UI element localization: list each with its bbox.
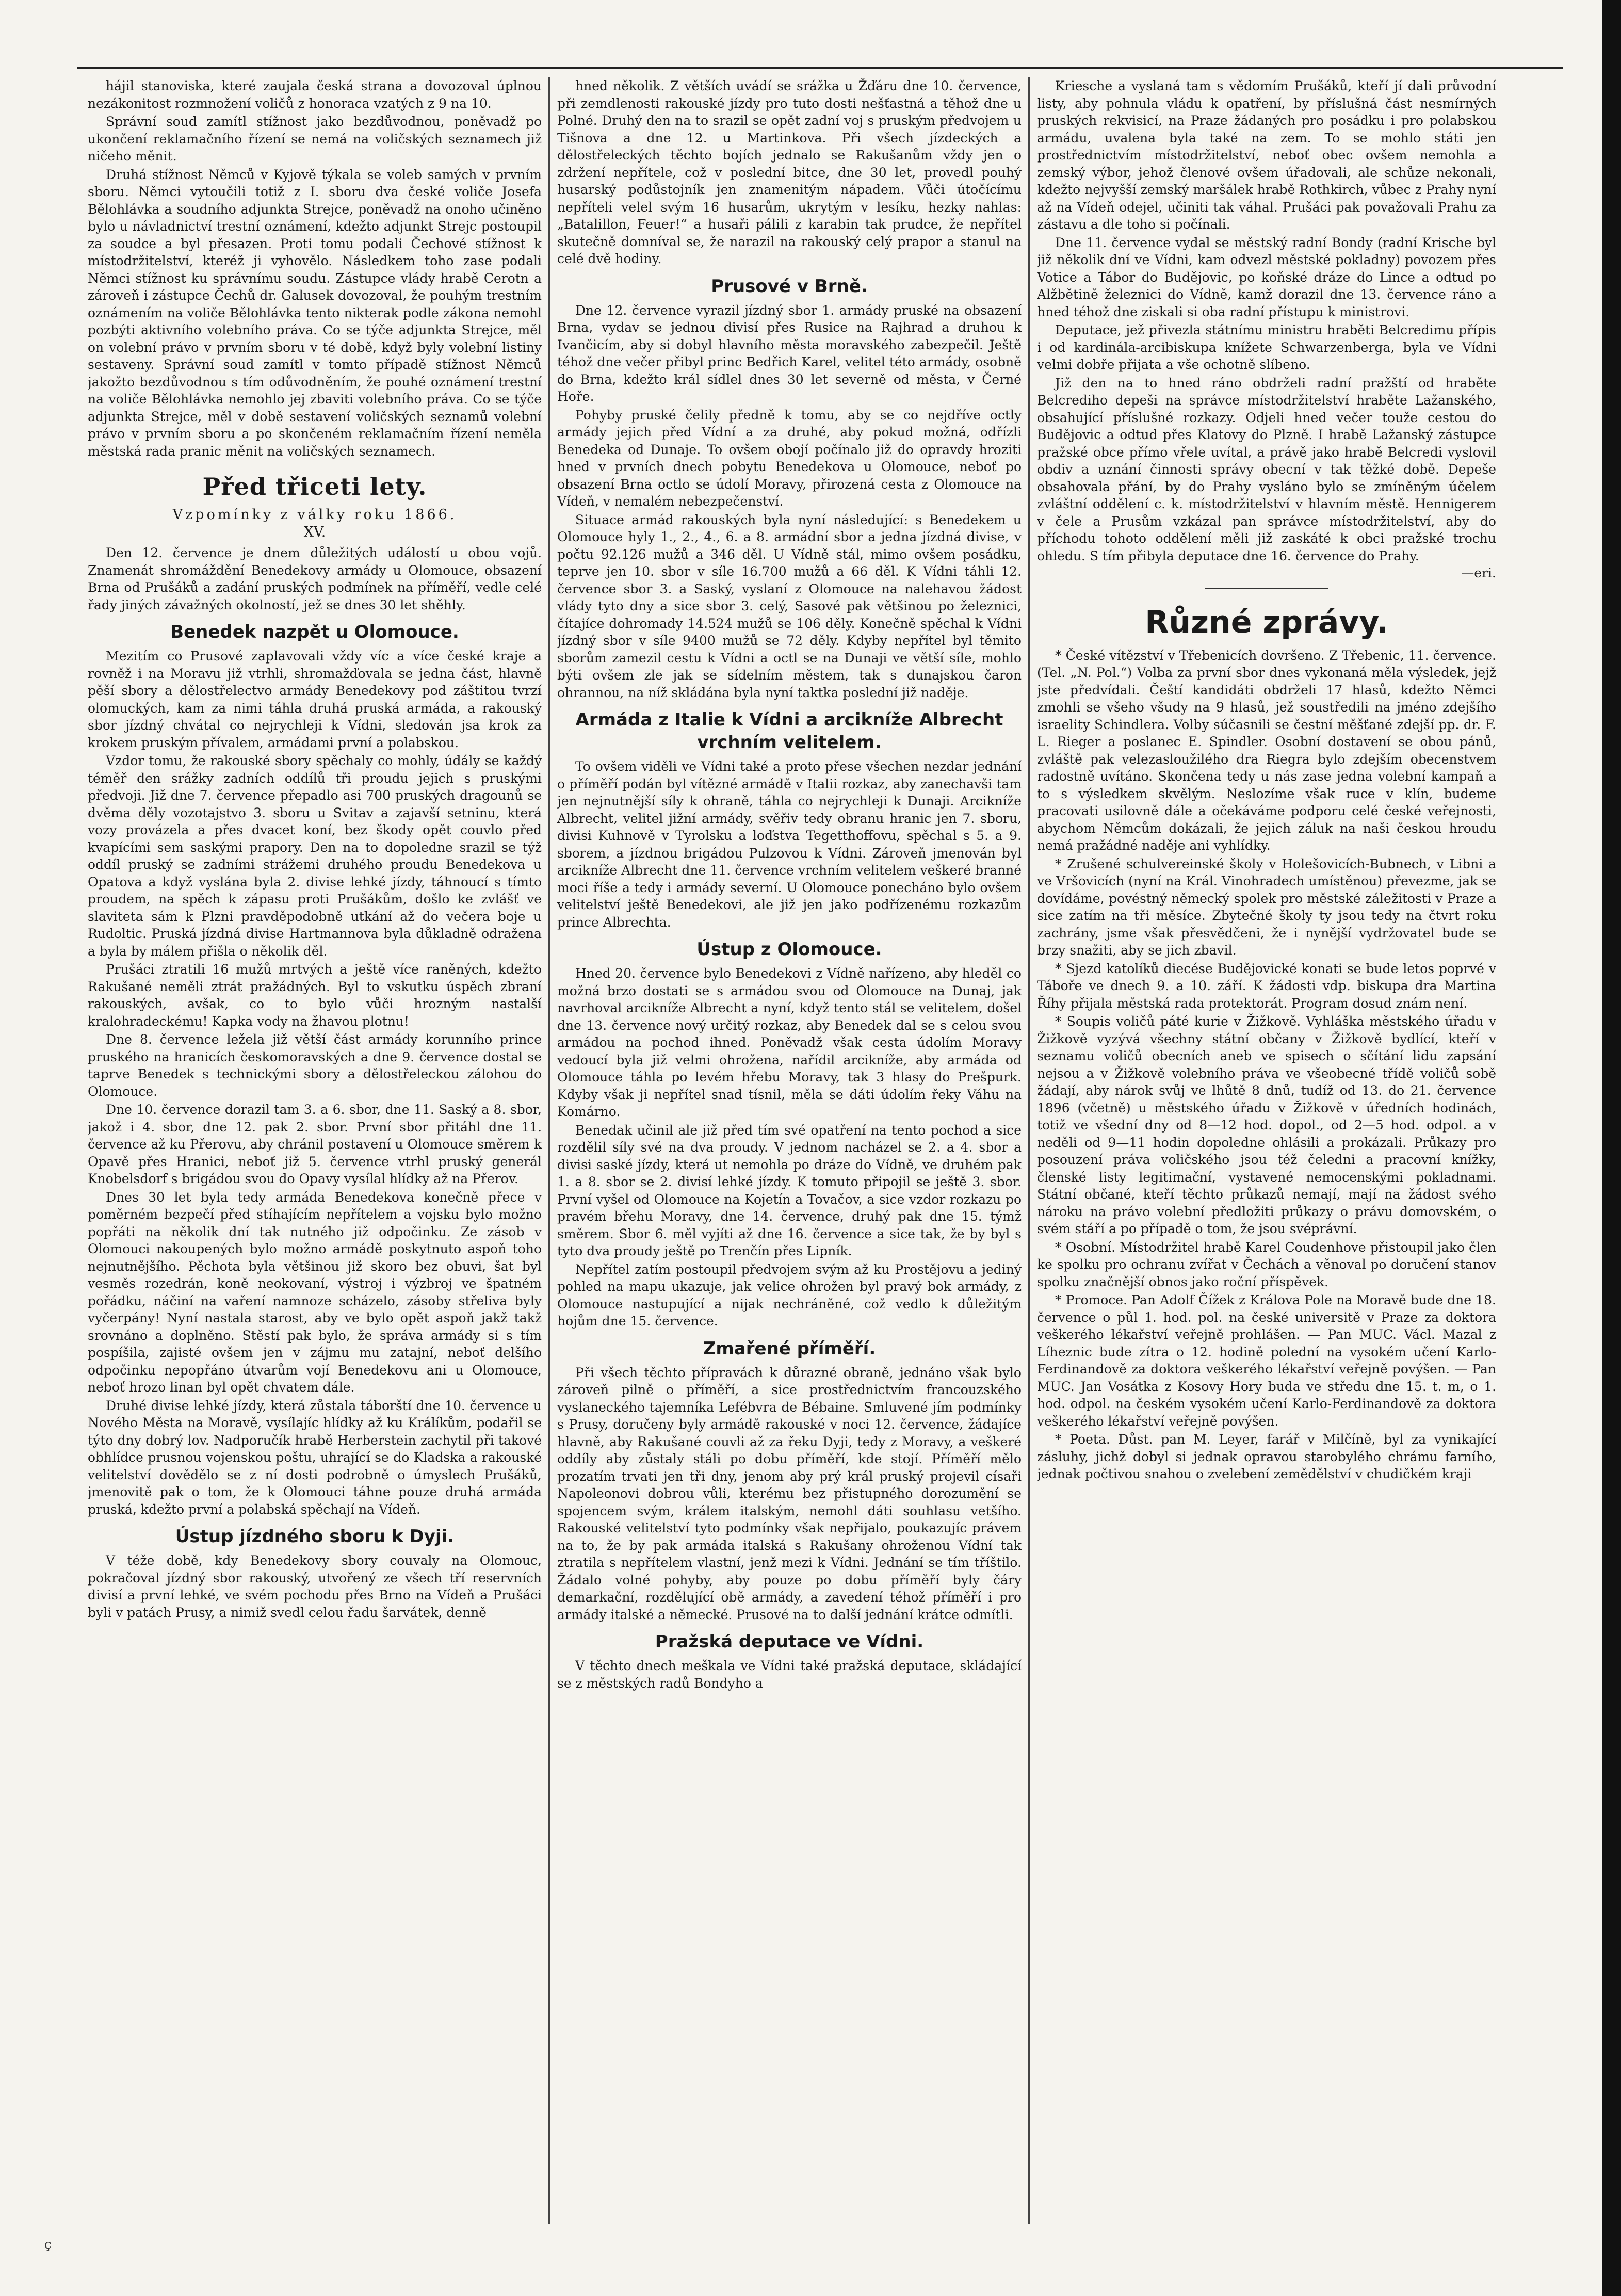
page-mark: ç [44, 2237, 52, 2252]
column-3 [1037, 77, 1496, 2224]
paragraph: Pohyby pruské čelily předně k tomu, aby se co nejdříve octly armády jejich před Vídní a za druhé, aby pokud možná, odřízli Benedeka od Dunaje. To ovšem obojí počínalo již do opravdy hroziti hned v prvních dnech pobytu Benedekova u Olomouce, neboť po obsazení Brna octlo se údolí Moravy, přirozená cesta z Olomouce na Vídeň, v nemalém nebezpečenství. [557, 407, 1022, 509]
heading-cavalry-retreat: Ústup jízdného sboru k Dyji. [175, 1526, 455, 1547]
paragraph: Dne 10. července dorazil tam 3. a 6. sbor, dne 11. Saský a 8. sbor, jakož i 4. sbor, dne 12. pak 2. sbor. První sbor přitáhl dne 11. července až ku Přerovu, aby chránil postavení u Olomouce směrem k Opavě přes Hranici, neboť již 5. července vtrhl pruský generál Knobelsdorf s brigádou svou do Opavy vysílal hlídky až na Přerov. [88, 1102, 542, 1186]
heading-prussians-brno: Prusové v Brně. [711, 276, 868, 297]
heading-retreat-olomouc: Ústup z Olomouce. [696, 939, 882, 960]
paragraph: Při všech těchto přípravách k důrazné obraně, jednáno však bylo zároveň pilně o příměří, a sice prostřednictvím francouzského vyslaneckého tajemníka Lefébvra de Bébaine. Smluvené jím podmínky s Prusy, doručeny byly armádě rakouské v noci 12. července, žádajíce hlavně, aby Rakušané couvli až za řeku Dyji, tedy z Moravy, a veškeré oddíly aby zůstaly stáli po dobu příměří, kde stojí. Příměří mělo prozatím trvati jen tři dny, jenom aby prý král pruský projevil císaři Napoleonovi dobrou vůli, kterému bez přistupného dorozumění se spojencem svým, králem italským, nemohl dáti souhlasu vetšího. Rakouské velitelství tyto podmínky však nepřijalo, poukazujíc právem na to, že by pak armáda italská s Rakušany ohroženou Vídní tak ztratila s nepřítelem vlastní, jenž mezi k Vídni. Jednání se tím tříštilo. Žádalo volné pohyby, aby pouze po dobu příměří byly čáry demarkační, rozdělující obě armády, a zavedení téhož příměří i pro armády italské a německé. Prusové na to další jednání krátce odmítli. [557, 1365, 1022, 1622]
heading-various-news: Různé zprávy. [1145, 604, 1388, 640]
heading-army-albrecht: Armáda z Italie k Vídni a arcikníže Albrecht vrchním velitelem. [575, 709, 1003, 753]
paragraph: Dne 8. července ležela již větší část armády korunního prince pruského na hranicích českomoravských a dne 9. července dostal se taprve Benedek s technickými sbory a dělostřeleckou zálohou do Olomouce. [88, 1032, 542, 1099]
paragraph: Hned 20. července bylo Benedekovi z Vídně nařízeno, aby hleděl co možná brzo dostati se s armádou svou od Olomouce na Dunaj, jak navrhoval arcikníže Albrecht a nyní, když tento stál se velitelem, došel dne 13. července nový určitý rozkaz, aby Benedek dal se s celou svou armádou na pochod ihned. Poněvadž však cesta údolím Moravy vedoucí byla již velmi ohrožena, nařídil arcikníže, aby armáda od Olomouce táhla po levém hřebu Moravy, tak 3 hlasy do Prešpurk. Kdyby však ji nepřítel snad tísnil, měla se dáti údolím řeky Váhu na Komárno. [557, 966, 1022, 1119]
author-signature: —eri. [1461, 565, 1496, 580]
news-item: * Zrušené schulvereinské školy v Holešovicích-Bubnech, v Libni a ve Vršovicích (nyní na Král. Vinohradech umístěnou) převezme, jak se dovídáme, povéstný německý spolek pro městské záležitosti v Praze a sice zatím na tři měsíce. Zbytečné školy ty jsou tedy na čtvrt roku zachrány, jsme však přesvědčeni, že i nynější vydržovatel bude se brzy snažiti, aby se jich zbavil. [1037, 856, 1496, 958]
paragraph: Nepřítel zatím postoupil předvojem svým až ku Prostějovu a jediný pohled na mapu ukazuje, jak velice ohrožen byl pravý bok armády, z Olomouce nastupující a nijak nechráněné, což vedlo k důležitým hojům dne 15. července. [557, 1262, 1022, 1329]
heading-history-part: XV. [303, 524, 326, 540]
section-divider [1205, 588, 1328, 589]
paragraph: Prušáci ztratili 16 mužů mrtvých a ještě více raněných, kdežto Rakušané neměli ztrát pražádných. Byl to vskutku úspěch zbraní rakouských, avšak, co to bylo vůči hrozným nastalší kralohradeckému! Kapka vody na žhavou plotnu! [88, 962, 542, 1029]
news-item: * Poeta. Důst. pan M. Leyer, farář v Milčíně, byl za vynikající zásluhy, jichž dobyl si jednak opravou starobylého chrámu farního, jednak počtivou snahou o zvelebení zemědělství v chudičkém kraji [1037, 1432, 1496, 1481]
paragraph: V téže době, kdy Benedekovy sbory couvaly na Olomouc, pokračoval jízdný sbor rakouský, utvořený ze všech tří reservních divisí a první lehké, ve svém pochodu přes Brno na Vídeň a Prušáci byli v patách Prusy, a nimiž svedl celou řadu šarvátek, denně [88, 1553, 542, 1620]
paragraph: Druhá stížnost Němců v Kyjově týkala se voleb samých v prvním sboru. Němci vytoučili totiž z I. sboru dva české voliče Josefa Bělohlávka a soudního adjunkta Strejce, poněvadž na onoho učiněno bylo u návladnictví trestní oznámení, kdežto adjunkt Strejc postoupil za soudce a byl přesazen. Proti tomu podali Čechové stížnost k místodržitelství, kteréž ji vyhovělo. Následkem toho zase podali Němci stížnost ku správnímu soudu. Zástupce vlády hrabě Cerotn a zároveň i zástupce Čechů dr. Galusek dovozoval, že pouhým trestním oznámením na voliče Bělohlávka tento nikterak podle zákona nemohl pozbýti aktivního volebního práva. Co se týče adjunkta Strejce, měl on volební právo v prvním sboru v té době, když byly volební listiny sestaveny. Správní soud zamítl v tomto případě stížnost Němců jakožto bezdůvodnou s tím odůvodněním, že pouhé oznámení trestní na voliče Bělohlávka nemohlo jej zbaviti volebního práva. Co se týče adjunkta Strejce, měl v době sestavení voličských seznamů volební právo v prvním sboru a po skončeném reklamačním řízení neměla městská rada pranic měnit na voličských seznamech. [88, 167, 542, 459]
paragraph: Správní soud zamítl stížnost jako bezdůvodnou, poněvadž po ukončení reklamačního řízení se nemá na voličských seznamech již ničeho měnit. [88, 114, 542, 164]
paragraph: Dne 11. července vydal se městský radní Bondy (radní Krische byl již několik dní ve Vídni, kam odvezl městské pokladny) povozem přes Votice a Tábor do Budějovic, po koňské dráze do Lince a odtud po Alžbětině železnici do Vídně, kamž dorazil dne 13. července ráno a hned téhož dne ziskali si oba radní přístupu k ministrovi. [1037, 235, 1496, 319]
news-item: * Promoce. Pan Adolf Čížek z Králova Pole na Moravě bude dne 18. července o půl 1. hod. pol. na české universitě v Praze za doktora veškerého lékařství veřejně prohlášen. — Pan MUC. Václ. Mazal z Líheznic bude zítra o 12. hodině polední na vysokém učení Karlo-Ferdinandově za doktora veškerého lékařství veřejně povýšen. — Pan MUC. Jan Vosátka z Kosovy Hory buda ve středu dne 15. t. m, o 1. hod. odpol. na českém vysokém učení Karlo-Ferdinandově za doktora veškerého lékařství veřejně povýšen. [1037, 1292, 1496, 1429]
news-item: * České vítězství v Třebenicích dovršeno. Z Třebenic, 11. července. (Tel. „N. Pol.“) Volba za první sbor dnes vykonaná měla výsledek, jejž jste předvídali. Čeští kandidáti obdrželi 17 hlasů, kdežto Němci zmohli se všeho všudy na 9 hlasů, jež soustředili na jméno zdejšího israelity Schindlera. Volby súčasnili se čestní měšťané zdejší pp. dr. F. L. Rieger a poslanec E. Spindler. Osobní dostavení se obou pánů, zvláště pak velezasloužilého dra Riegra bylo zdejším obecenstvem radostně uvítáno. Skončena tedy u nás zase jedna volební kampaň a to s výsledkem skvělým. Neslozíme však ruce v klín, budeme pracovati usilovně dále a očekáváme podporu celé české veřejnosti, abychom Němcům dokázali, že jejich záluk na naši českou hroudu nemá pražádné naděje ani vyhlídky. [1037, 648, 1496, 853]
heading-benedek-back: Benedek nazpět u Olomouce. [170, 622, 459, 642]
column-divider-2 [1028, 77, 1030, 2224]
news-item: * Soupis voličů páté kurie v Žižkově. Vyhláška městského úřadu v Žižkově vyzývá všechny státní občany v Žižkově bydlící, kteří v seznamu voličů obecních aneb ve spisech o sčítání lidu zapsání nejsou a v Žižkově volebního práva ve všeobecné třídě voličů sobě žádají, aby nárok svůj ve lhůtě 8 dnů, tudíž od 13. do 21. července 1896 (včetně) u městského úřadu v Žižkově v úředních hodinách, totiž ve všední dny od 8—12 hod. dopol., od 2—5 hod. odpol. a v neděli od 9—11 hodin dopoledne ohlásili a prokázali. Průkazy pro posouzení práva voličského jsou též čeledni a pracovní knížky, členské listy legitimační, vystavené nemocenskými pokladnami. Státní občané, kteří těchto průkazů nemají, mají na žádost svého nároku na právo volební předložiti průkazy o právu domovském, o svém stáří a po případě o tom, že jsou svéprávní. [1037, 1014, 1496, 1236]
top-rule [77, 67, 1563, 69]
paragraph: V těchto dnech meškala ve Vídni také pražská deputace, skládající se z městských radů Bondyho a [557, 1658, 1022, 1691]
paragraph: Benedak učinil ale již před tím své opatření na tento pochod a sice rozdělil síly své na dva proudy. V jednom nacházel se 2. a 4. sbor a divisi saské jízdy, která ut nemohla po dráze do Vídně, ve druhém pak 1. a 8. sbor se 2. divisí lehké jízdy. K tomuto připojil se ještě 3. sbor. První vyšel od Olomouce na Kojetín a Tovačov, a sice vzdor rozkazu po pravém břehu Moravy, dne 14. července, druhý pak dne 15. týmž směrem. Sbor 6. měl vyjíti až dne 16. července a sice tak, že by byl s tyto dva proudy ještě po Trenčín přes Lipník. [557, 1122, 1022, 1258]
news-item: * Sjezd katolíků diecése Budějovické konati se bude letos poprvé v Táboře ve dnech 9. a 10. září. K žádosti vdp. biskupa dra Martina Říhy přijala městská rada protektorát. Program dosud znám není. [1037, 961, 1496, 1011]
paragraph: hájil stanoviska, které zaujala česká strana a dovozoval úplnou nezákonitost rozmnožení voličů z honoraca vzatých z 9 na 10. [88, 78, 542, 111]
paragraph: Již den na to hned ráno obdrželi radní pražští od hraběte Belcrediho depeši na správce místodržitelství hraběte Lažanského, obsahující příslušné rozkazy. Odjeli hned večer touže cestou do Budějovic a odtud přes Klatovy do Plzně. I hrabě Lažanský zástupce pražské obce přímo vřele uvítal, a právě jako hrabě Belcredi vyslovil obdiv a uznání činnosti správy obecní v tak těžké době. Depeše obsahovala přání, by do Prahy vysláno bylo se zmíněným účelem zvláštní oddělení c. k. místodržitelství v hlavním městě. Hennigerem v čele a Prusům vzkázal pan správce místodržitelství, aby do příchodu tohoto oddělení měli již zaskáté k obci pražské trochu ohledu. S tím přibyla deputace dne 16. července do Prahy. [1037, 375, 1496, 563]
paragraph: To ovšem viděli ve Vídni také a proto přese všechen nezdar jednání o příměří podán byl vítězné armádě v Italii rozkaz, aby zanechavši tam jen nejnutnější síly k ohraně, táhla co nejrychleji k Dunaji. Arcikníže Albrecht, velitel jižní armády, svěřiv tedy obranu hranic jen 7. sboru, divisi Kuhnově v Tyrolsku a loďstva Tegetthoffovu, spěchal s 5. a 9. sborem, a jízdnou brigádou Pulzovou k Vídni. Zároveň jmenován byl arcikníže Albrecht dne 11. července vrchním velitelem veškeré branné moci říše a tedy i armády severní. U Olomouce ponecháno bylo ovšem velitelství ještě Benedekovi, ale již jen jako podřízenému rozkazům prince Albrechta. [557, 759, 1022, 930]
paragraph: Kriesche a vyslaná tam s vědomím Prušáků, kteří jí dali průvodní listy, aby pohnula vládu k opatření, by příslušná část nesmírných pruských rekvisicí, na Praze žádaných pro posádku i pro polabskou armádu, uvalena byla také na zem. To se mohlo státi jen prostřednictvím místodržitelství, neboť obec ovšem nemohla a zemský výbor, jehož členové ovšem úřadovali, ale schůze nekonali, kdežto nejvyšší zemský maršálek hrabě Rothkirch, vůbec z Prahy nyní až na Vídeň odejel, učiniti tak váhal. Prušáci pak považovali Prahu za zástavu a dle toho si počínali. [1037, 78, 1496, 232]
paragraph: Deputace, jež přivezla státnímu ministru hraběti Belcredimu přípis i od kardinála-arcibiskupa knížete Schwarzenberga, byla ve Vídni velmi dobře přijata a vše ochotně slíbeno. [1037, 322, 1496, 372]
heading-prague-deputation: Pražská deputace ve Vídni. [655, 1631, 924, 1652]
paragraph: Situace armád rakouských byla nyní následující: s Benedekem u Olomouce hyly 1., 2., 4., 6. a 8. armádní sbor a jedna jízdná divise, v počtu 92.126 mužů a 346 děl. U Vídně stál, mimo ovšem posádku, teprve jen 10. sbor v síle 16.700 mužů a 66 děl. K Vídni táhli 12. července sbor 3. a Saský, vyslaní z Olomouce na nalehavou žádost vlády tyto dny a sice sbor 3. celý, Sasové pak většinou po železnici, čítajíce dohromady 14.524 mužů se 106 děly. Konečně spěchal k Vídni jízdný sbor v síle 9400 mužů se 72 děly. Kdyby nepřítel byl těmito sborům zamezil cestu k Vídni a octl se na Dunaji ve větší síle, mohlo býti ovšem zle jak se sídelním městem, tak s dunajskou čaron ohrannou, na níž skládána byla nyní taktka poslední již naděje. [557, 512, 1022, 700]
paragraph: Mezitím co Prusové zaplavovali vždy víc a více české kraje a rovněž i na Moravu již vtrhli, shromažďovala se jedna část, hlavně pěší sbory a dělostřelectvo armády Benedekovy pod záštitou tvrzí olomuckých, kam za nimi táhla druhá pruská armáda, a rakouský sbor jízdný chvátal co nejrychleji k Vídni, sledován jsa krok za krokem pruským přívalem, armádami první a polabskou. [88, 649, 542, 750]
paragraph: Dnes 30 let byla tedy armáda Benedekova konečně přece v poměrném bezpečí před stíhajícím nepřítelem a vojsku bylo možno popřáti na několik dní tak nutného již odpočinku. Ze zásob v Olomouci nakoupených bylo možno armádě poskytnuto aspoň toho nejnutnějšího. Pěchota byla většinou již skoro bez obuvi, šat byl vesměs rozedrán, koně neokovaní, výstroj i výzbroj ve špatném pořádku, náčiní na vaření namnoze scházelo, zásoby střeliva byly vyčerpány! Nyní nastala starost, aby ve bylo opět aspoň jakž takž srovnáno a doplněno. Stěstí pak bylo, že správa armády si s tím pospíšila, zajisté ovšem jen v zájmu mu zatajní, neboť delšího odpočinku nepopřáno útvarům vojí Benedekovu ani u Olomouce, neboť hrozo linan byl opět chvatem dále. [88, 1189, 542, 1395]
news-item: * Osobní. Místodržitel hrabě Karel Coudenhove přistoupil jako člen ke spolku pro ochranu zvířat v Čechách a věnoval po doručení stanov spolku značnější obnos jako roční příspěvek. [1037, 1239, 1496, 1289]
scan-edge [1602, 0, 1621, 2296]
paragraph: Vzdor tomu, že rakouské sbory spěchaly co mohly, údály se každý téměř den srážky zadních oddílů tři proudu jejich s pruskými předvoji. Již dne 7. července přepadlo asi 700 pruských dragounů se dvěma děly vozotajstvo 3. sboru u Svitav a zajavší setninu, která vozy provázela a přes dvacet koní, bez škody opět couvlo před kvapícími sem saskými prapory. Den na to dopoledne srazil se týž oddíl pruský se zadními strážemi druhého proudu Benedekova u Opatova a když vyslána byla 2. divise lehké jízdy, táhnoucí s tímto proudem, na spěch k zápasu proti Prušákům, došlo ke zvlášť ve slaviteta sám k Plzni pravděpodobně utkání až do večera boje u Rudoltic. Pruská jízdná divise Hartmannova byla důkladně odražena a byla by málem přišla o několik děl. [88, 753, 542, 959]
paragraph: Druhé divise lehké jízdy, která zůstala táborští dne 10. července u Nového Města na Moravě, vysílajíc hlídky až ku Králíkům, podařil se týto dny dobrý lov. Nadporučík hrabě Herberstein zachytil při takové obhlídce prusnou vojenskou poštu, uhrající se do Kladska a rakouské velitelství dovědělo se z ní dosti podrobně o úmyslech Prušáků, jmenovitě pak o tom, že k Olomouci táhne pouze druhá armáda pruská, kdežto první a polabská spěchají na Vídeň. [88, 1398, 542, 1517]
paragraph: Dne 12. července vyrazil jízdný sbor 1. armády pruské na obsazení Brna, vydav se jednou divisí přes Rusice na Rajhrad a druhou k Ivančicím, aby si dobyl hlavního města moravského zabezpečil. Ještě téhož dne večer přibyl princ Bedřich Karel, velitel této armády, osobně do Brna, kdežto král sídlel dnes 30 let severně od města, v Černé Hoře. [557, 302, 1022, 404]
heading-history-subtitle: Vzpomínky z války roku 1866. [172, 507, 457, 523]
column-1 [88, 77, 542, 2224]
heading-thwarted-truce: Zmařené příměří. [703, 1338, 876, 1359]
paragraph: hned několik. Z větších uvádí se srážka u Žďáru dne 10. července, při zemdlenosti rakouské jízdy pro tuto dosti nešťastná a těhož dne u Polné. Druhý den na to srazil se opět zadní voj s pruským předvojem u Tišnova a dne 12. u Martinkova. Při všech jízdeckých a dělostřeleckých těchto bojích jednalo se Rakušanům vždy jen o zdržení nepřítele, což v poslední bitce, dne 30 let, provedl pouhý husarský podůstojník jen znamenitým nápadem. Vůči útočícímu nepříteli velel svým 16 husarům, ukrytým v lesíku, hezky nahlas: „Batalillon, Feuer!“ a husaři pálili z karabin tak prudce, že nepřítel skutečně domníval se, že narazil na rakouský celý prapor a stanul na celé dvě hodiny. [557, 78, 1022, 266]
column-divider-1 [548, 77, 550, 2224]
column-2 [557, 77, 1022, 2224]
col1-top-text [88, 77, 542, 460]
paragraph: Den 12. července je dnem důležitých událostí u obou vojů. Znamenát shromáždění Benedekovy armády u Olomouce, obsazení Brna od Prušáků a zadání pruských podmínek na příměří, vedle celé řady jiných závažných okolností, jež se dnes 30 let shěhly. [88, 545, 542, 612]
heading-history: Před třiceti lety. [202, 473, 427, 500]
